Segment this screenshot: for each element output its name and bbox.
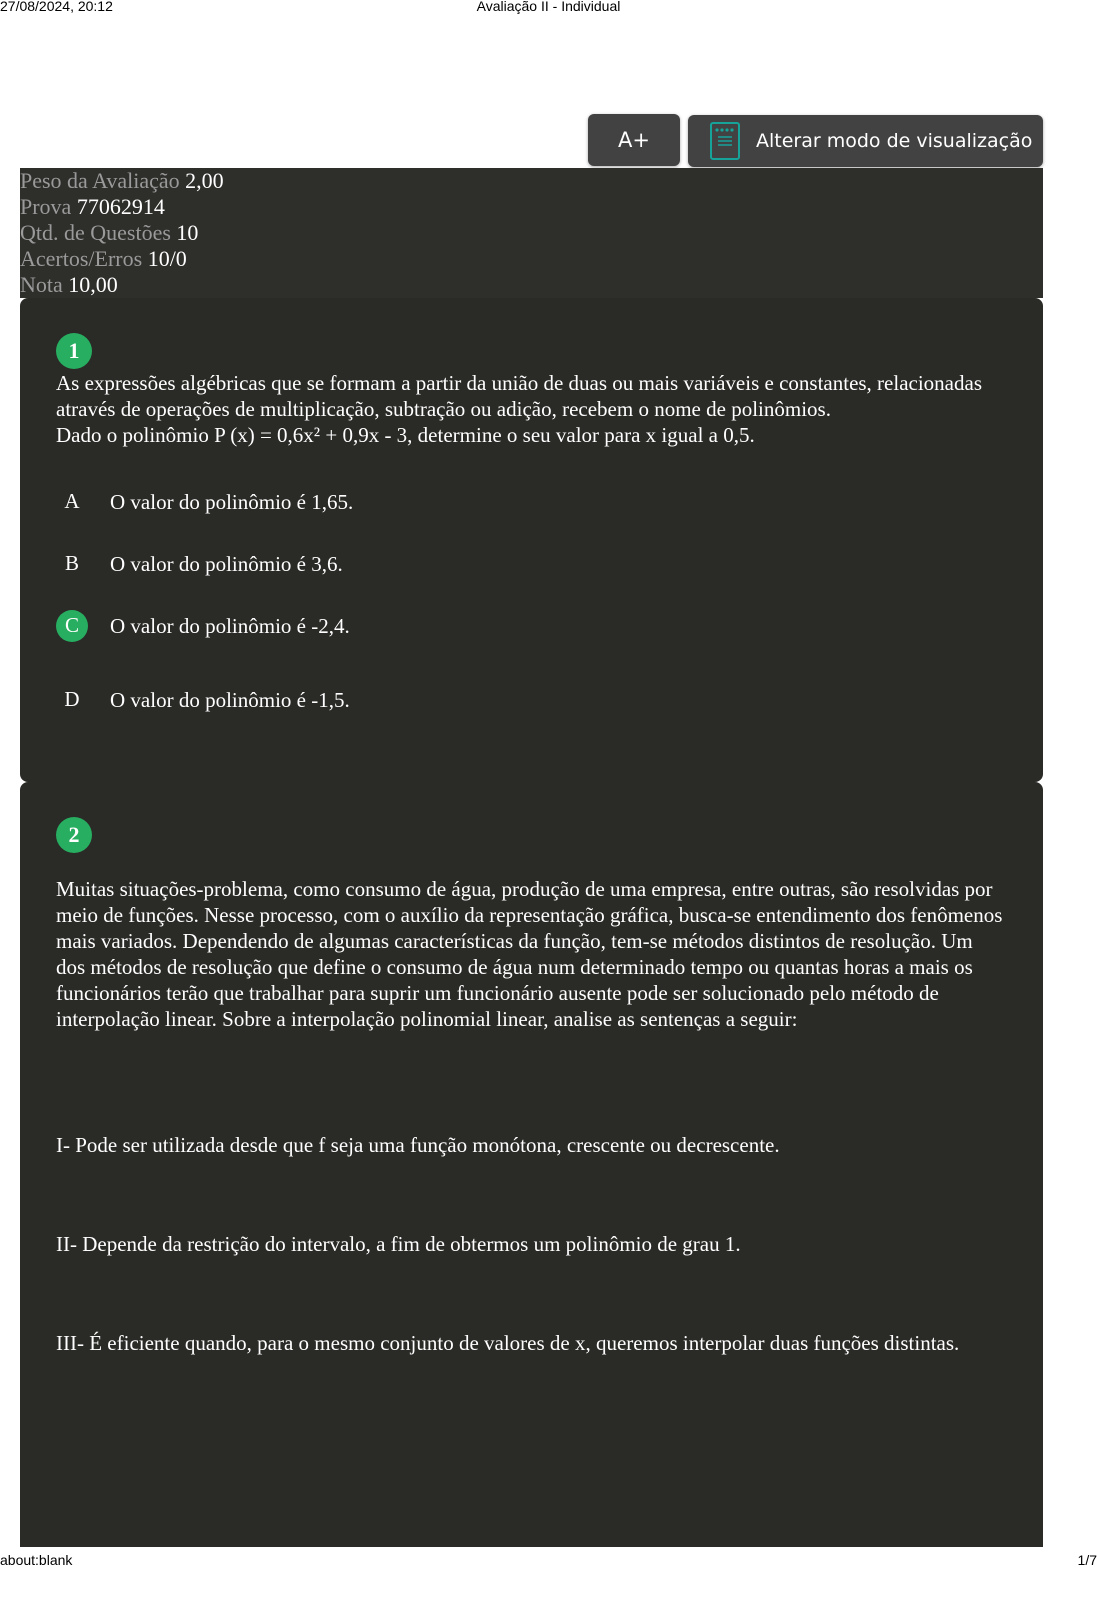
option-text: O valor do polinômio é -1,5. <box>110 688 350 712</box>
statement-i: I- Pode ser utilizada desde que f seja uma função monótona, crescente ou decrescente. <box>56 1133 780 1157</box>
print-page-number: 1/7 <box>1077 1552 1097 1568</box>
question-paragraph: Dado o polinômio P (x) = 0,6x² + 0,9x - 3, determine o seu valor para x igual a 0,5. <box>56 423 755 447</box>
info-label: Nota <box>20 272 63 297</box>
question-paragraph: As expressões algébricas que se formam a partir da união de duas ou mais variáveis e constantes, relacionadas através de operações de multiplicação, subtração ou adição, recebem o nome de polinômios. <box>56 371 982 421</box>
question-card-1 <box>20 298 1043 782</box>
option-text: O valor do polinômio é 1,65. <box>110 490 354 514</box>
exam-info <box>20 168 1043 298</box>
info-row <box>20 220 1043 246</box>
info-row <box>20 246 1043 272</box>
view-mode-button[interactable] <box>688 115 1043 167</box>
info-row <box>20 272 1043 298</box>
info-row <box>20 194 1043 220</box>
option-letter: B <box>64 551 79 575</box>
info-label: Peso da Avaliação <box>20 168 180 193</box>
option-b[interactable] <box>56 548 343 580</box>
option-text: O valor do polinômio é -2,4. <box>110 614 350 638</box>
info-label: Qtd. de Questões <box>20 220 171 245</box>
info-value: 10 <box>176 220 199 245</box>
statement-iii: III- É eficiente quando, para o mesmo conjunto de valores de x, queremos interpolar duas funções distintas. <box>56 1331 960 1355</box>
info-row <box>20 168 1043 194</box>
print-title: Avaliação II - Individual <box>476 0 621 14</box>
font-size-increase-button[interactable] <box>588 114 680 166</box>
option-c-selected[interactable] <box>56 610 350 642</box>
question-card-2 <box>20 782 1043 1547</box>
option-letter: A <box>64 489 80 513</box>
question-paragraph: Muitas situações-problema, como consumo de água, produção de uma empresa, entre outras, são resolvidas por meio de funções. Nesse processo, com o auxílio da representação gráfica, busca-se entendimento dos fenômenos mais variados. Dependendo de algumas características da função, tem-se métodos distintos de resolução. Um dos métodos de resolução que define o consumo de água num determinado tempo ou quantas horas a mais os funcionários terão que trabalhar para suprir um funcionário ausente pode ser solucionado pelo método de interpolação linear. Sobre a interpolação polinomial linear, analise as sentenças a seguir: <box>56 877 1003 1031</box>
document-icon <box>710 122 742 160</box>
view-mode-label: Alterar modo de visualização <box>756 130 1033 152</box>
info-value: 77062914 <box>76 194 165 219</box>
info-label: Acertos/Erros <box>20 246 143 271</box>
option-text: O valor do polinômio é 3,6. <box>110 552 343 576</box>
info-label: Prova <box>20 194 72 219</box>
option-d[interactable] <box>56 684 350 716</box>
option-letter: C <box>56 610 88 642</box>
info-value: 2,00 <box>185 168 224 193</box>
print-url: about:blank <box>0 1552 73 1568</box>
font-button-label: A+ <box>618 128 650 152</box>
question-number-badge: 2 <box>56 817 92 853</box>
print-datetime: 27/08/2024, 20:12 <box>0 0 113 14</box>
option-a[interactable] <box>56 486 353 518</box>
question-text <box>56 370 1003 448</box>
option-letter: D <box>64 687 80 711</box>
question-number-badge: 1 <box>56 333 92 369</box>
info-value: 10/0 <box>147 246 187 271</box>
statement-ii: II- Depende da restrição do intervalo, a fim de obtermos um polinômio de grau 1. <box>56 1232 741 1256</box>
info-value: 10,00 <box>68 272 118 297</box>
